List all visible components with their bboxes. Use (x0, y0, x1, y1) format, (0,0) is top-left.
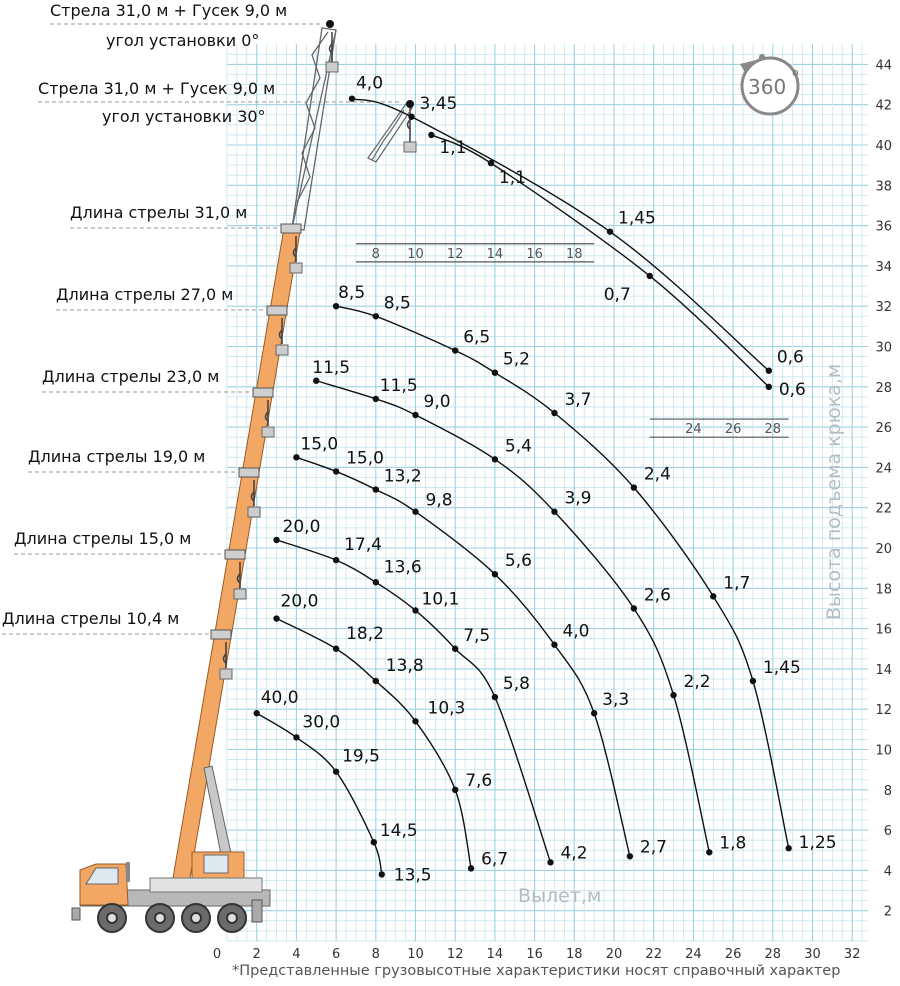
point-label: 9,8 (425, 490, 453, 511)
boom-label-27: Длина стрелы 27,0 м (56, 285, 234, 304)
data-point (428, 132, 434, 138)
point-label: 5,6 (504, 551, 532, 572)
point-label: 1,1 (498, 168, 526, 189)
boom-label-23: Длина стрелы 23,0 м (42, 367, 220, 386)
data-point (373, 579, 379, 585)
y-tick-label: 8 (883, 783, 892, 799)
point-label: 20,0 (280, 591, 319, 612)
point-label: 3,3 (602, 690, 630, 711)
point-label: 11,5 (312, 357, 351, 378)
data-point (452, 347, 458, 353)
data-point (551, 642, 557, 648)
y-tick-label: 6 (883, 824, 892, 840)
data-point (293, 734, 299, 740)
data-point (273, 615, 279, 621)
data-point (373, 486, 379, 492)
point-label: 18,2 (346, 623, 384, 644)
point-label: 17,4 (344, 535, 382, 556)
point-label: 0,6 (778, 379, 806, 400)
x-tick-label: 2 (252, 947, 261, 962)
x-tick-label: 6 (331, 947, 341, 962)
boom-label-19: Длина стрелы 19,0 м (28, 447, 206, 466)
x-tick-label: 20 (605, 947, 623, 962)
data-point (333, 768, 339, 774)
x-tick-label: 26 (724, 947, 742, 962)
data-point (379, 871, 385, 877)
data-point (766, 384, 772, 390)
data-point (547, 859, 553, 865)
y-tick-label: 24 (875, 461, 892, 477)
x-axis-title: Вылет,м (518, 885, 602, 907)
point-label: 40,0 (260, 688, 299, 709)
point-label: 13,5 (393, 865, 432, 886)
x-tick-label: 24 (685, 947, 702, 962)
point-label: 1,1 (439, 137, 467, 158)
y-tick-label: 36 (875, 219, 892, 235)
data-point (412, 509, 418, 515)
x-tick-label: 8 (371, 947, 380, 962)
x-tick-label: 30 (804, 947, 821, 962)
data-point (607, 228, 613, 234)
point-label: 3,45 (419, 93, 458, 114)
boom-labels (2, 1, 402, 634)
point-label: 10,1 (421, 589, 460, 610)
rotation-360-badge (740, 54, 799, 114)
y-tick-label: 32 (875, 300, 892, 316)
point-label: 5,2 (502, 349, 530, 370)
data-point (452, 787, 458, 793)
x-tick-label: 12 (446, 947, 464, 962)
data-point (647, 273, 653, 279)
points (254, 95, 792, 877)
point-label: 11,5 (379, 375, 418, 396)
x-tick-label: 22 (645, 947, 662, 962)
point-label: 4,2 (560, 843, 588, 864)
point-label: 2,4 (643, 464, 671, 485)
point-label: 8,5 (383, 293, 411, 314)
data-point (492, 571, 498, 577)
x-tick-label: 16 (526, 947, 543, 962)
data-point (373, 396, 379, 402)
point-label: 4,0 (355, 73, 384, 94)
data-point (492, 369, 498, 375)
point-label: 30,0 (302, 712, 341, 733)
y-tick-label: 14 (875, 662, 892, 678)
point-label: 1,45 (618, 208, 656, 229)
boom-label-jib30-angle: угол установки 30° (102, 107, 266, 126)
point-label: 1,25 (798, 833, 837, 854)
data-point (706, 849, 712, 855)
data-point (631, 605, 637, 611)
data-point (412, 412, 418, 418)
rotation-degree: o (792, 66, 799, 79)
point-label: 13,6 (383, 557, 422, 578)
data-point (627, 853, 633, 859)
data-point (785, 845, 791, 851)
point-label: 3,7 (564, 389, 592, 410)
data-point (373, 678, 379, 684)
point-label: 7,5 (463, 625, 491, 646)
data-point (293, 454, 299, 460)
subscale-tick: 28 (764, 422, 782, 438)
jib-lattice (292, 28, 336, 230)
point-label: 9,0 (423, 392, 451, 413)
data-point (670, 692, 676, 698)
x-tick-label: 10 (407, 947, 424, 962)
subscale-tick: 16 (526, 246, 543, 262)
grid (227, 44, 868, 941)
jib-tip-30 (406, 100, 414, 108)
subscale-tick: 10 (407, 246, 424, 262)
point-label: 6,7 (481, 849, 509, 870)
x-tick-label: 0 (212, 947, 222, 962)
data-point (408, 114, 414, 120)
data-point (333, 468, 339, 474)
wheels (98, 904, 246, 932)
point-label: 0,7 (603, 284, 631, 305)
y-tick-label: 42 (875, 98, 892, 114)
platform (150, 878, 262, 892)
series-curve (431, 135, 768, 387)
y-tick-label: 12 (875, 703, 892, 719)
y-tick-label: 44 (875, 58, 892, 74)
data-point (371, 839, 377, 845)
data-point (492, 694, 498, 700)
hooks (224, 32, 411, 668)
point-label: 10,3 (427, 698, 466, 719)
point-label: 1,45 (762, 657, 801, 678)
turret-window (204, 855, 228, 873)
x-tick-label: 18 (566, 947, 583, 962)
y-tick-label: 30 (875, 340, 892, 356)
data-point (412, 607, 418, 613)
footnote: *Представленные грузовысотные характеристики носят справочный характер (232, 963, 841, 979)
data-point (766, 367, 772, 373)
subscale-tick: 18 (566, 246, 583, 262)
point-label: 13,8 (385, 655, 424, 676)
crane-illustration (72, 20, 416, 932)
y-tick-label: 20 (875, 542, 892, 557)
y-tick-label: 38 (875, 179, 892, 195)
data-point (349, 95, 355, 101)
data-point (254, 710, 260, 716)
y-tick-label: 34 (875, 259, 892, 275)
data-point (452, 646, 458, 652)
series-curve (352, 99, 769, 371)
jib-tip-0 (326, 20, 334, 28)
y-tick-label: 4 (883, 864, 892, 880)
x-tick-label: 4 (292, 947, 301, 962)
data-point (273, 537, 279, 543)
point-label: 13,2 (383, 466, 422, 487)
data-point (750, 678, 756, 684)
data-point (591, 710, 597, 716)
rotation-360-text: 360 (748, 75, 787, 99)
data-point (468, 865, 474, 871)
y-tick-label: 16 (875, 622, 892, 638)
point-label: 15,0 (346, 448, 384, 469)
point-label: 3,9 (564, 488, 592, 509)
point-label: 8,5 (338, 283, 366, 304)
boom-label-jib30: Стрела 31,0 м + Гусек 9,0 м (38, 79, 276, 98)
data-point (551, 509, 557, 515)
boom-label-15: Длина стрелы 15,0 м (14, 529, 192, 548)
point-label: 2,6 (643, 585, 671, 606)
x-tick-label: 32 (843, 947, 861, 962)
data-point (488, 160, 494, 166)
subscale-tick: 12 (446, 246, 464, 262)
data-point (551, 410, 557, 416)
point-label: 6,5 (463, 327, 491, 348)
point-label: 5,8 (502, 674, 530, 695)
point-label: 20,0 (282, 516, 321, 537)
point-label: 1,8 (719, 833, 747, 854)
point-label: 15,0 (300, 434, 339, 455)
subscale-tick: 8 (371, 246, 380, 262)
point-label: 1,7 (723, 573, 751, 594)
point-label: 19,5 (342, 746, 380, 767)
boom-label-jib0-angle: угол установки 0° (106, 31, 260, 50)
data-point (313, 378, 319, 384)
point-label: 14,5 (379, 821, 418, 842)
boom-label-10: Длина стрелы 10,4 м (2, 609, 180, 628)
data-point (710, 593, 716, 599)
point-label: 5,4 (504, 436, 532, 457)
subscale-tick: 24 (685, 422, 702, 438)
x-tick-label: 28 (764, 947, 782, 962)
data-point (492, 456, 498, 462)
point-label: 0,6 (776, 347, 804, 368)
subscale-tick: 26 (724, 422, 742, 438)
data-point (333, 557, 339, 563)
data-point (373, 313, 379, 319)
y-tick-label: 28 (875, 380, 892, 396)
boom-label-31: Длина стрелы 31,0 м (70, 203, 248, 222)
exhaust (126, 862, 130, 882)
y-tick-label: 22 (875, 501, 892, 517)
y-tick-label: 10 (875, 743, 892, 759)
boom-label-jib0: Стрела 31,0 м + Гусек 9,0 м (50, 1, 288, 20)
y-tick-label: 26 (875, 421, 892, 437)
data-point (333, 646, 339, 652)
data-point (631, 484, 637, 490)
x-tick-label: 14 (486, 947, 504, 962)
point-label: 2,7 (639, 837, 667, 858)
point-label: 2,2 (683, 672, 711, 693)
y-tick-label: 40 (875, 139, 892, 154)
y-tick-label: 2 (883, 904, 892, 920)
y-axis-title: Высота подъема крюка,м (823, 363, 845, 620)
subscale-tick: 14 (486, 246, 504, 262)
point-label: 4,0 (562, 621, 590, 642)
y-tick-label: 18 (875, 582, 892, 598)
point-label: 7,6 (465, 770, 493, 791)
data-point (412, 718, 418, 724)
data-point (333, 303, 339, 309)
